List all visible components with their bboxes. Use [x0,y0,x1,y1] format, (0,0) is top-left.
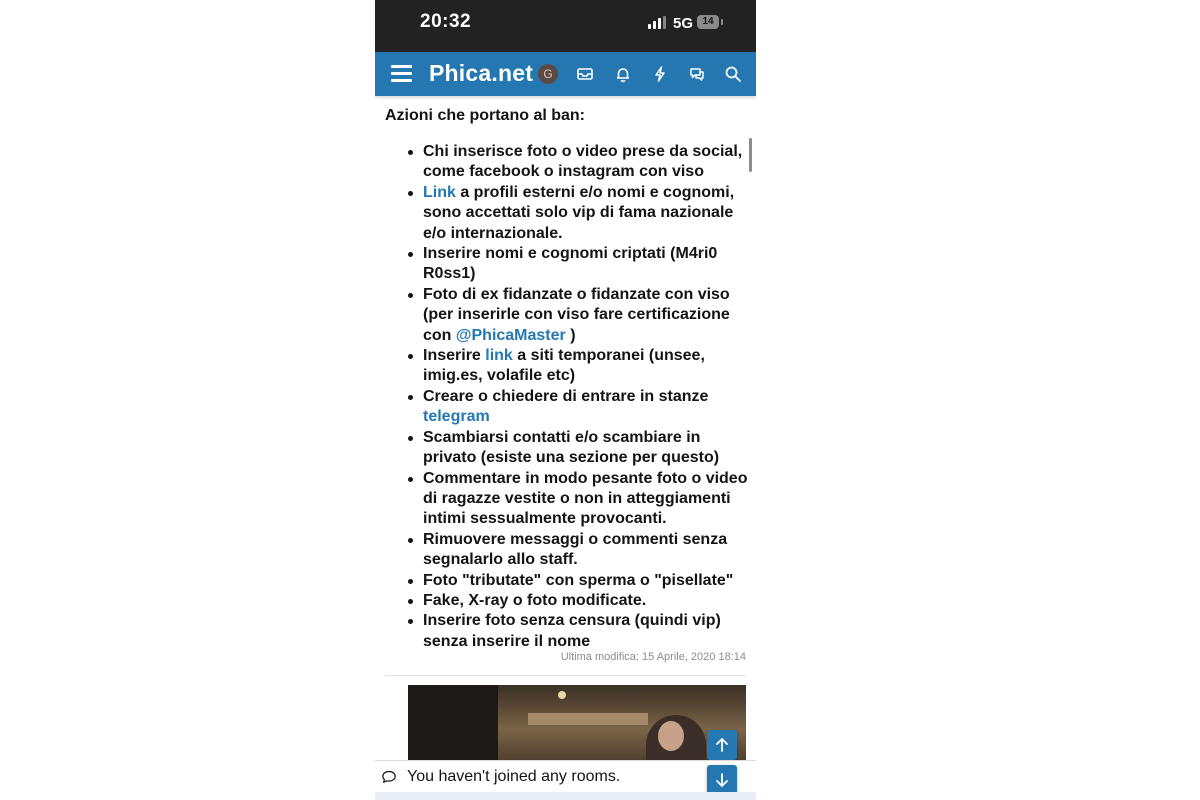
rule-link[interactable]: @PhicaMaster [455,326,566,344]
chat-icon[interactable] [688,65,706,83]
rule-item [423,183,753,244]
arrow-down-icon [707,765,737,795]
rule-text: Inserire [423,347,486,365]
last-edit-note: Ultima modifica: 15 Aprile, 2020 18:14 [560,651,746,663]
chat-status-text: You haven't joined any rooms. [407,768,621,785]
rule-item [423,469,753,530]
rule-item [423,244,753,285]
rule-item [423,285,753,346]
rule-item [423,346,753,387]
rule-text: ) [565,326,576,344]
site-header [375,52,756,96]
rule-text: a siti temporanei (unsee, imig.es, volafile etc) [423,347,705,385]
embedded-image[interactable] [408,685,746,765]
bell-icon[interactable] [614,65,632,83]
rule-item [423,611,753,652]
rule-item [423,530,753,571]
rule-item [423,571,753,591]
rule-text: Foto di ex fidanzate o fidanzate con viso (per inserirle con viso fare certificazione con [423,285,730,344]
rule-item [423,428,753,469]
search-icon[interactable] [724,65,742,83]
rule-link[interactable]: telegram [423,408,490,426]
battery-icon: 14 [697,15,719,29]
status-time: 20:32 [420,11,472,32]
rule-text: Foto "tributate" con sperma o "pisellate" [423,571,734,589]
rule-item [423,591,753,611]
rule-item [423,142,753,183]
rule-text: Chi inserisce foto o video prese da social, come facebook o instagram con viso [423,143,743,181]
rule-text: a profili esterni e/o nomi e cognomi, sono accettati solo vip di fama nazionale e/o internazionale. [423,183,735,242]
rule-link[interactable]: Link [423,183,456,201]
rule-text: Scambiarsi contatti e/o scambiare in privato (esiste una sezione per questo) [423,428,720,467]
phone-screen [375,0,756,800]
rule-link[interactable]: link [485,347,513,365]
rule-text: Inserire foto senza censura (quindi vip) senza inserire il nome [423,612,721,650]
network-label: 5G [673,15,694,32]
signal-icon [648,16,666,29]
ban-rules-list [423,142,753,652]
status-bar [375,0,756,52]
arrow-up-icon [707,730,737,760]
scroll-bottom-button[interactable] [707,765,737,795]
inbox-icon[interactable] [576,65,594,83]
rule-text: Fake, X-ray o foto modificate. [423,591,647,609]
speech-bubble-icon [381,769,397,785]
rule-text: Commentare in modo pesante foto o video di ragazze vestite o non in atteggiamenti intimi sessualmente provocanti. [423,469,748,528]
menu-icon[interactable] [391,65,412,83]
rule-text: Creare o chiedere di entrare in stanze [423,387,709,405]
whats-new-icon[interactable] [651,65,669,83]
section-heading: Azioni che portano al ban: [385,107,586,124]
scroll-top-button[interactable] [707,730,737,760]
chat-bar-edge [375,792,756,800]
battery-tip [721,19,723,25]
rule-text: Inserire nomi e cognomi criptati (M4ri0 R0ss1) [423,245,718,283]
rule-text: Rimuovere messaggi o commenti senza segnalarlo allo staff. [423,530,728,569]
rule-item [423,387,753,428]
avatar[interactable]: G [538,64,558,84]
divider [385,675,746,676]
site-logo[interactable]: Phica.net [429,60,534,86]
